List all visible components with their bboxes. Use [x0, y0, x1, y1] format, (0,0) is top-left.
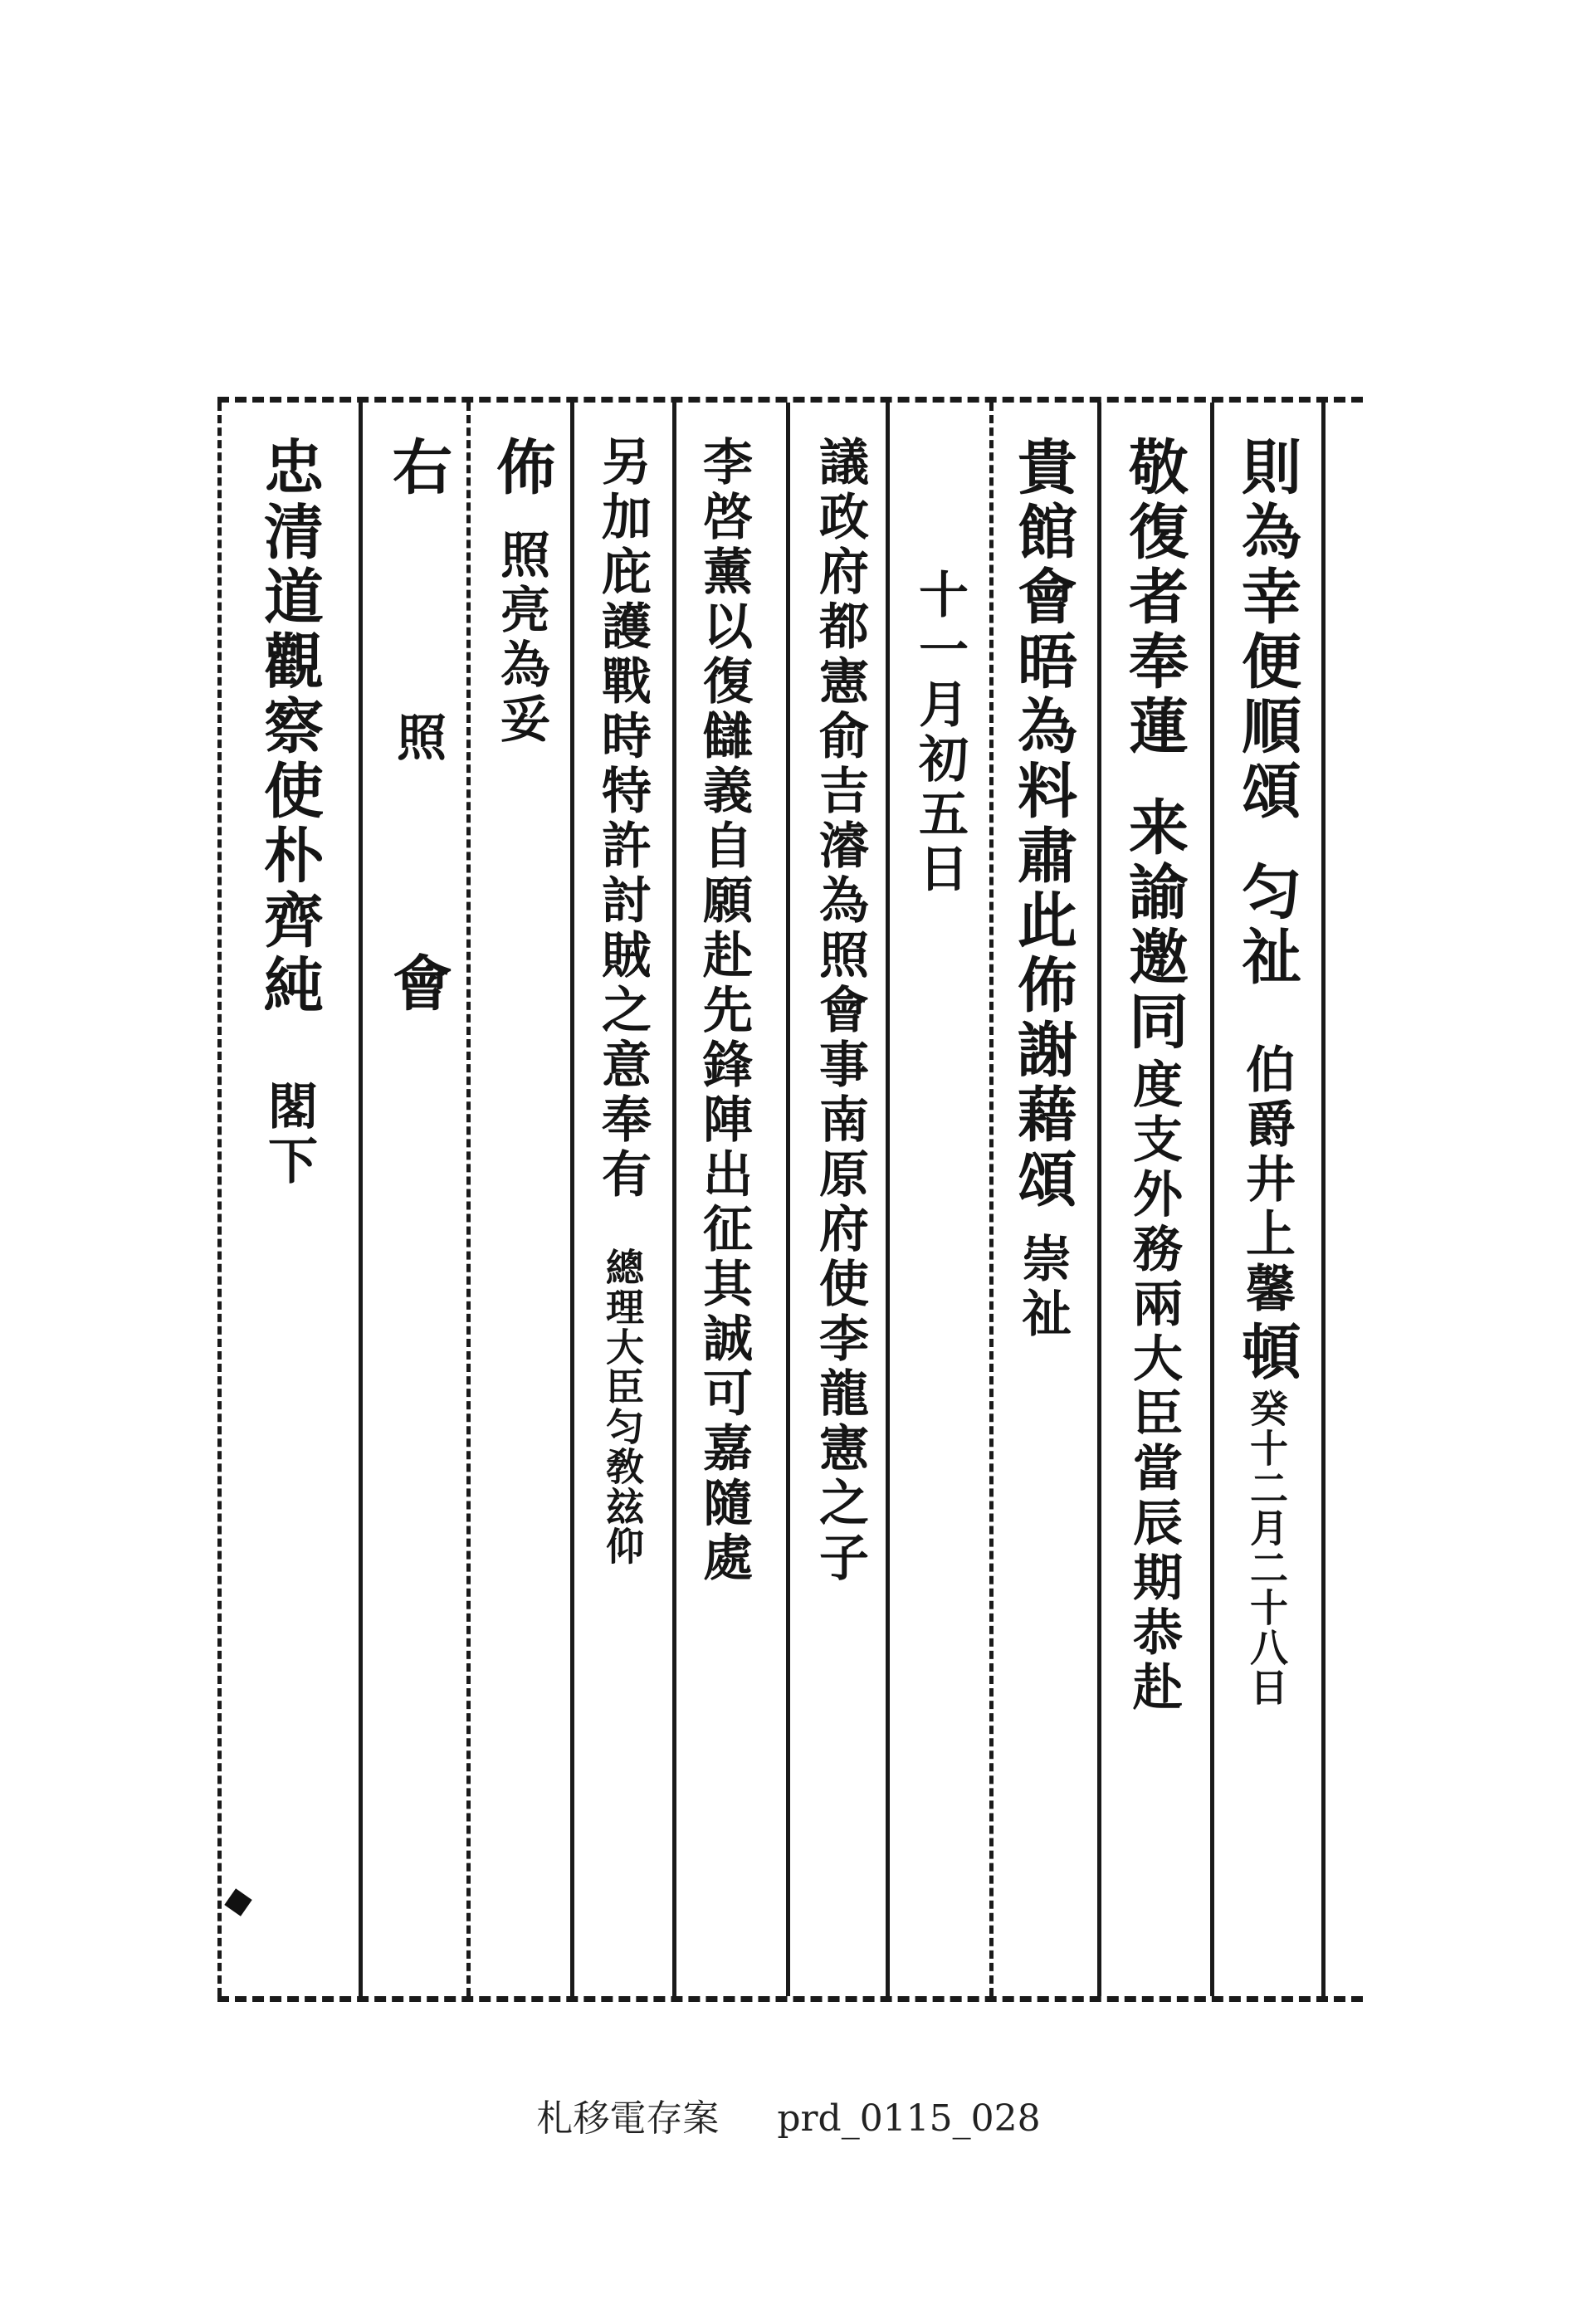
column-rule [786, 403, 790, 1996]
collection-title: 札移電存案 [536, 2097, 720, 2140]
column-text: 李啓薰以復讎義自願赴先鋒陣出征其誠可嘉隨處 [695, 436, 753, 1586]
column-rule [989, 403, 994, 1996]
frame-right-border [1321, 403, 1326, 1996]
text-column-10 [254, 436, 325, 1189]
column-rule [672, 403, 676, 1996]
column-text: 議政府都憲俞吉濬為照會事南原府使李龍憲之子 [811, 436, 869, 1586]
column-rule [359, 403, 363, 1996]
column-text: 忠清道觀察使朴齊純 [254, 436, 325, 1018]
column-text: 匀祉 [1232, 861, 1302, 990]
text-column-4 [911, 569, 969, 897]
column-text: 崇祉 [1013, 1233, 1072, 1342]
text-column-3 [1008, 436, 1078, 1342]
text-column-2 [1119, 436, 1189, 1716]
column-date: 十一月初五日 [911, 569, 969, 897]
column-date: 癸十二月二十八日 [1244, 1389, 1289, 1707]
column-rule [570, 403, 574, 1996]
column-rule [466, 403, 471, 1996]
column-text: 伯爵井上馨 [1238, 1043, 1296, 1317]
column-rule [886, 403, 890, 1996]
manuscript-page [217, 397, 1363, 2002]
column-text: 照亮為妥 [492, 529, 550, 748]
column-text: 佈 [486, 436, 557, 500]
page-footer [0, 2088, 1577, 2141]
text-column-7 [593, 436, 652, 1566]
column-text: 敬復者奉蓮 [1119, 436, 1189, 759]
column-text: 閣下 [260, 1080, 318, 1189]
page-code: prd_0115_028 [777, 2097, 1041, 2140]
text-column-1 [1232, 436, 1302, 1707]
text-column-8 [486, 436, 557, 748]
frame-left-border [217, 403, 222, 1996]
column-rule [1210, 403, 1214, 1996]
column-text: 貴館會晤為料肅此佈謝藉頌 [1008, 436, 1078, 1213]
text-column-6 [695, 436, 753, 1586]
column-text: 頓 [1232, 1321, 1302, 1385]
column-text: 會 [383, 952, 453, 1017]
column-text: 来諭邀同 [1119, 796, 1189, 1055]
column-text: 照 [388, 711, 447, 766]
column-text: 右 [383, 436, 453, 500]
text-column-9 [383, 436, 453, 1017]
column-rule [1097, 403, 1101, 1996]
column-text: 度支外務兩大臣當辰期恭赴 [1125, 1058, 1183, 1716]
column-text: 另加庇護戰時特許討賊之意奉有 [593, 436, 652, 1203]
column-text: 則為幸便順頌 [1232, 436, 1302, 824]
text-column-5 [811, 436, 869, 1586]
column-text: 總理大臣匀敎玆仰 [600, 1247, 645, 1566]
